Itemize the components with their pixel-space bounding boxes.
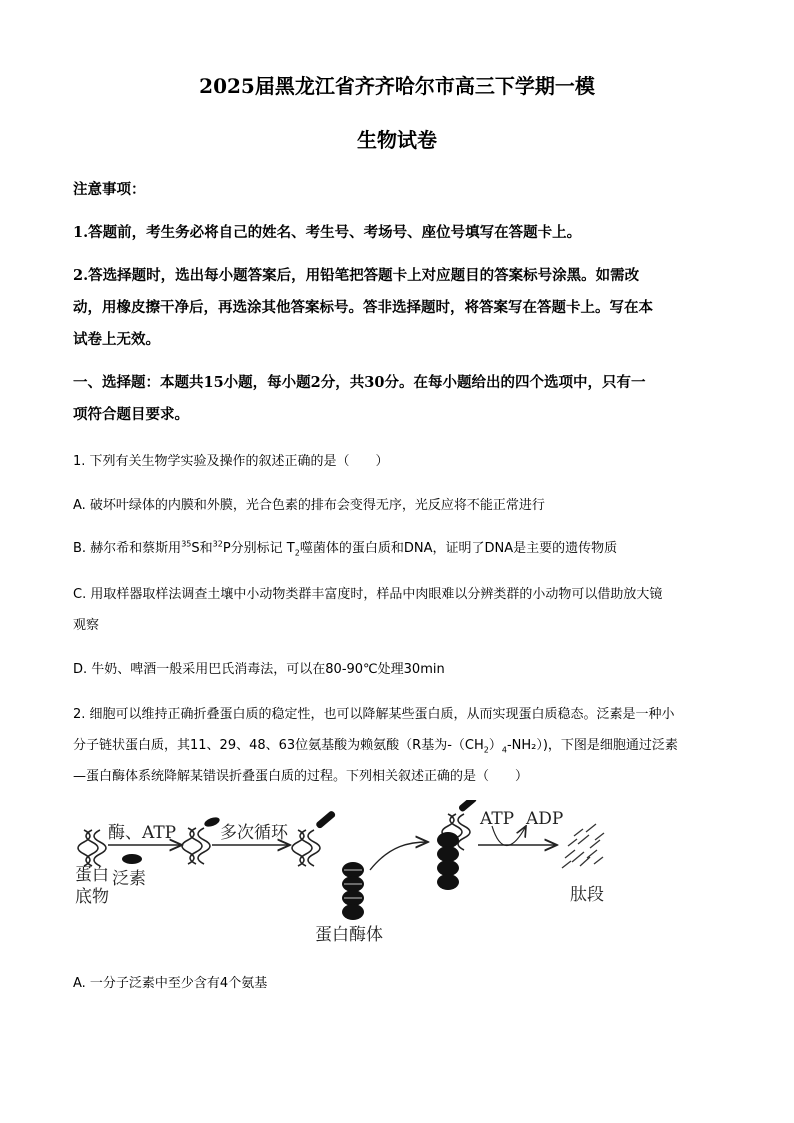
protein-substrate-icon xyxy=(78,830,106,866)
q1-option-c-line-2: 观察 xyxy=(73,618,100,633)
q1-option-d: D. 牛奶、啤酒一般采用巴氏消毒法，可以在80-90℃处理30min xyxy=(73,662,445,677)
arrow-3 xyxy=(370,842,428,870)
label-cycles: 多次循环 xyxy=(220,823,288,843)
notice-item-2-line-3: 试卷上无效。 xyxy=(73,331,160,348)
proteasome-substrate-complex-icon xyxy=(437,800,478,890)
label-ubiquitin: 泛素 xyxy=(112,869,146,889)
label-peptides: 肽段 xyxy=(570,885,604,905)
section-heading-line-2: 项符合题目要求。 xyxy=(73,406,189,423)
exam-title: 2025届黑龙江省齐齐哈尔市高三下学期一模 xyxy=(199,74,595,98)
notice-item-1: 1.答题前，考生务必将自己的姓名、考生号、考场号、座位号填写在答题卡上。 xyxy=(73,224,582,241)
peptide-fragments-icon xyxy=(562,824,604,868)
q2-option-a: A. 一分子泛素中至少含有4个氨基 xyxy=(73,976,268,991)
q1-stem: 1. 下列有关生物学实验及操作的叙述正确的是（ ） xyxy=(73,454,389,469)
q2-stem-line-2: 分子链状蛋白质，其11、29、48、63位氨基酸为赖氨酸（R基为$-(CH_2)_4-NH_2$）)，下图是细胞通过泛素 xyxy=(73,738,678,755)
tagged-substrate-icon xyxy=(182,828,210,864)
ubiquitin-proteasome-diagram xyxy=(60,800,620,960)
q1-option-c-line-1: C. 用取样器取样法调查土壤中小动物类群丰富度时，样品中肉眼难以分辨类群的小动物可以借助放大镜 xyxy=(73,587,663,602)
label-substrate-2: 底物 xyxy=(75,887,109,907)
notice-item-2-line-2: 动，用橡皮擦干净后，再选涂其他答案标号。答非选择题时，将答案写在答题卡上。写在本 xyxy=(73,299,653,316)
exam-subtitle: 生物试卷 xyxy=(357,128,437,152)
ubiquitin-icon xyxy=(203,816,221,829)
q1-option-b: B. 赫尔希和蔡斯用$^{35}$S和$^{32}$P分别标记 $T_2$噬菌体的蛋白质和DNA，证明了DNA是主要的遗传物质 xyxy=(73,539,618,558)
proteasome-icon xyxy=(342,862,364,920)
notice-item-2-line-1: 2.答选择题时，选出每小题答案后，用铅笔把答题卡上对应题目的答案标号涂黑。如需改 xyxy=(73,267,640,284)
section-heading-line-1: 一、选择题：本题共15小题，每小题2分，共30分。在每小题给出的四个选项中，只有一 xyxy=(73,374,646,391)
notice-heading: 注意事项： xyxy=(73,181,146,198)
q2-stem-line-3: —蛋白酶体系统降解某错误折叠蛋白质的过程。下列相关叙述正确的是（ ） xyxy=(73,769,529,784)
label-enzyme-atp: 酶、ATP xyxy=(108,823,177,843)
label-proteasome: 蛋白酶体 xyxy=(315,925,383,945)
ubiquitin-icon xyxy=(122,854,142,864)
polyubiquitinated-substrate-icon xyxy=(292,830,320,866)
q2-stem-line-1: 2. 细胞可以维持正确折叠蛋白质的稳定性，也可以降解某些蛋白质，从而实现蛋白质稳态。泛素是一种小 xyxy=(73,707,675,722)
q1-option-a: A. 破坏叶绿体的内膜和外膜，光合色素的排布会变得无序，光反应将不能正常进行 xyxy=(73,498,545,513)
label-atp: ATP xyxy=(480,809,515,829)
label-substrate-1: 蛋白 xyxy=(75,865,109,885)
label-adp: ADP xyxy=(526,809,564,829)
ubiquitin-chain-icon xyxy=(315,810,336,830)
